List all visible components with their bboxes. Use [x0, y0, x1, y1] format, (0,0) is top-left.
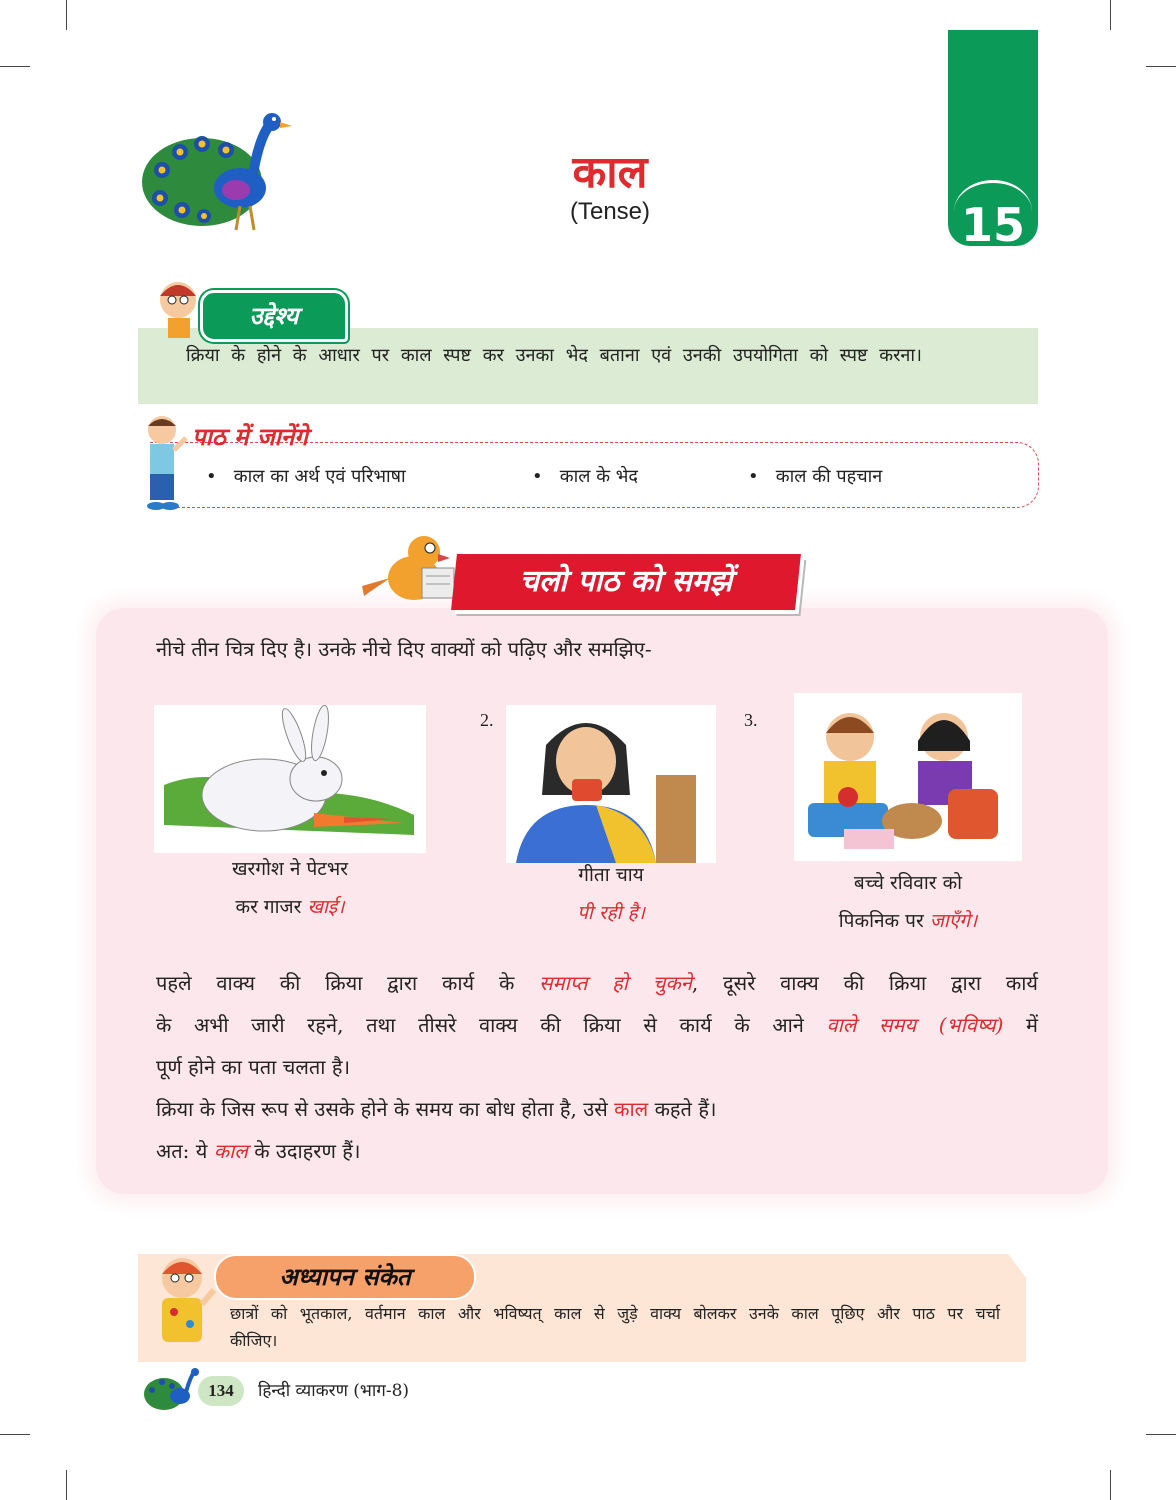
text-segment: में — [1003, 1013, 1038, 1037]
children-picnic-illustration — [794, 693, 1022, 861]
crop-mark — [1110, 1470, 1111, 1500]
rabbit-illustration — [154, 705, 426, 853]
crop-mark — [1146, 1434, 1176, 1435]
explanation-line: पूर्ण होने का पता चलता है। — [156, 1055, 351, 1079]
caption-line — [790, 902, 1026, 940]
section-title: चलो पाठ को समझें — [519, 564, 733, 599]
explanation-line — [156, 1004, 1038, 1046]
learn-item: • काल के भेद — [532, 466, 638, 487]
explanation-line — [156, 962, 1038, 1004]
picture-caption — [790, 864, 1026, 940]
picture-number: 2. — [480, 710, 494, 730]
crop-mark — [66, 0, 67, 30]
caption-line: गीता चाय — [578, 864, 644, 886]
teaching-hint-text: छात्रों को भूतकाल, वर्तमान काल और भविष्यत् काल से जुड़े वाक्य बोलकर उनके काल पूछिए और पाठ पर चर्चा कीजिए। — [230, 1304, 1000, 1350]
footer-peacock-icon — [142, 1364, 202, 1416]
caption-line: बच्चे रविवार को — [853, 872, 963, 894]
peacock-illustration — [140, 100, 300, 240]
text-segment: अत: ये — [156, 1139, 214, 1163]
text-segment: कहते हैं। — [648, 1097, 717, 1121]
picture-frame — [154, 705, 426, 853]
definition-term: काल — [614, 1097, 649, 1121]
definition-line — [156, 1088, 717, 1130]
caption-line: खरगोश ने पेटभर — [232, 858, 348, 880]
learn-label: पाठ में जानेंगे — [192, 423, 308, 451]
text-segment: के अभी जारी रहने, तथा तीसरे वाक्य की क्रिया से कार्य के आने — [156, 1013, 827, 1037]
chapter-number: 15 — [960, 198, 1025, 252]
crop-mark — [1146, 66, 1176, 67]
learn-item: • काल का अर्थ एवं परिभाषा — [206, 466, 406, 487]
woman-tea-illustration — [506, 705, 716, 863]
learn-item-text: काल का अर्थ एवं परिभाषा — [233, 466, 406, 487]
caption-line — [168, 888, 412, 926]
caption-verb: पी रही है। — [577, 902, 645, 924]
intro-text: नीचे तीन चित्र दिए है। उनके नीचे दिए वाक्यों को पढ़िए और समझिए- — [156, 637, 652, 661]
crop-mark — [0, 1434, 30, 1435]
crop-mark — [1110, 0, 1111, 30]
caption-verb: खाई। — [307, 896, 345, 918]
conclusion-line — [156, 1130, 361, 1172]
picture-caption — [504, 856, 718, 932]
chapter-subtitle: (Tense) — [569, 198, 651, 225]
boy-reading-icon — [154, 276, 204, 340]
page-number: 134 — [198, 1376, 244, 1406]
boy-pointing-icon — [138, 412, 188, 512]
caption-verb: जाएँगे। — [929, 910, 978, 932]
picture-frame — [506, 705, 716, 863]
crop-mark — [66, 1470, 67, 1500]
learn-item-text: काल की पहचान — [775, 466, 883, 487]
bird-reading-icon — [360, 530, 460, 610]
boy-waving-icon — [152, 1252, 218, 1348]
caption-plain: पिकनिक पर — [838, 910, 930, 932]
learn-item: • काल की पहचान — [748, 466, 883, 487]
caption-line — [504, 894, 718, 932]
highlight-term: वाले समय (भविष्य) — [826, 1013, 1004, 1037]
crop-mark — [0, 66, 30, 67]
text-segment: , दूसरे वाक्य की क्रिया द्वारा कार्य — [691, 971, 1038, 995]
picture-frame — [794, 693, 1022, 861]
picture-number: 3. — [744, 710, 758, 730]
caption-plain: कर गाजर — [235, 896, 308, 918]
text-segment: क्रिया के जिस रूप से उसके होने के समय का बोध होता है, उसे — [156, 1097, 615, 1121]
objective-label: उद्देश्य — [200, 290, 348, 342]
text-segment: पहले वाक्य की क्रिया द्वारा कार्य के — [156, 971, 540, 995]
learn-item-text: काल के भेद — [559, 466, 638, 487]
text-segment: के उदाहरण हैं। — [247, 1139, 361, 1163]
book-title: हिन्दी व्याकरण (भाग-8) — [258, 1381, 410, 1401]
teaching-hint-label: अध्यापन संकेत — [214, 1254, 476, 1300]
highlight-term: काल — [213, 1139, 248, 1163]
picture-caption — [168, 850, 412, 926]
chapter-title: काल — [572, 147, 648, 198]
chapter-number-tab — [948, 30, 1038, 252]
highlight-term: समाप्त हो चुकने — [539, 971, 692, 995]
objective-text: क्रिया के होने के आधार पर काल स्पष्ट कर उनका भेद बताना एवं उनकी उपयोगिता को स्पष्ट करना। — [186, 345, 922, 366]
